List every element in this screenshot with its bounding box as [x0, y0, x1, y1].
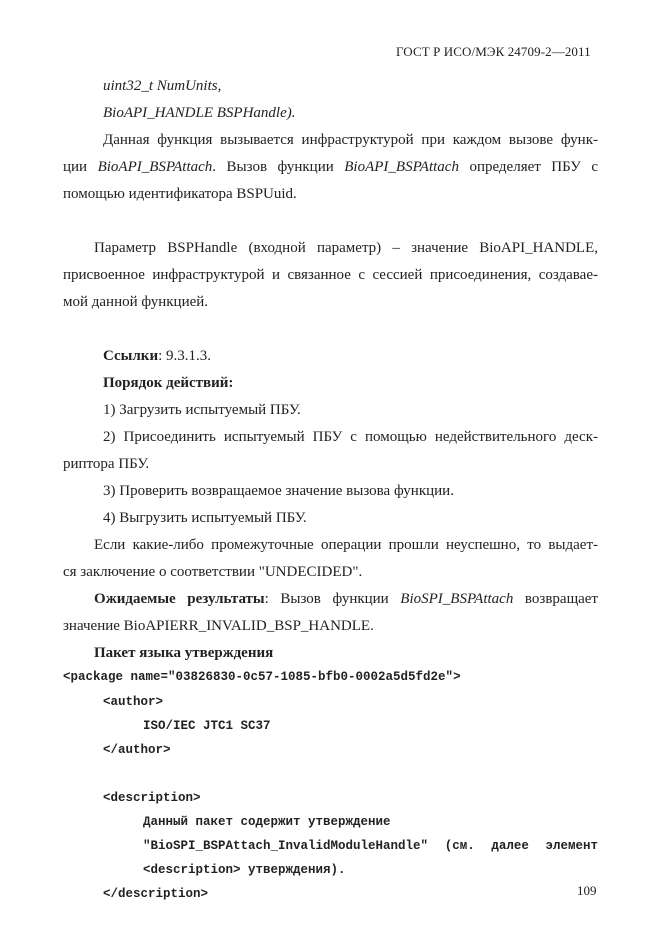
references-line: [103, 347, 211, 365]
procedure-step-4: 4) Выгрузить испытуемый ПБУ.: [103, 510, 307, 526]
procedure-heading: Порядок действий:: [103, 375, 234, 391]
references-value: : 9.3.1.3.: [158, 348, 212, 364]
para1-text: . Вызов функции: [212, 159, 345, 175]
code-description-line2: "BioSPI_BSPAttach_InvalidModuleHandle" (см. далее элемент: [143, 839, 598, 853]
code-author-value: ISO/IEC JTC1 SC37: [143, 719, 271, 733]
code-description-line3: <description> утверждения).: [143, 863, 346, 877]
para1-text: ции: [63, 159, 98, 175]
para1-line2: [63, 158, 598, 176]
para1-line1: Данная функция вызывается инфраструктурой при каждом вызове функ-: [103, 132, 598, 148]
para1-line3: помощью идентификатора BSPUuid.: [63, 186, 297, 202]
expected-results-text: возвращает: [513, 591, 598, 607]
code-author-open: <author>: [103, 695, 164, 709]
assertion-language-heading: Пакет языка утверждения: [94, 645, 274, 661]
expected-results-label: Ожидаемые результаты: [94, 591, 265, 607]
para2-line2: присвоенное инфраструктурой и связанное с сессией присоединения, создавае-: [63, 267, 598, 283]
expected-results-text: : Вызов функции: [264, 591, 401, 607]
code-package-open: <package name="03826830-0c57-1085-bfb0-0002a5d5fd2e">: [63, 670, 461, 684]
param-line-num-units: uint32_t NumUnits,: [103, 78, 222, 94]
procedure-step-1: 1) Загрузить испытуемый ПБУ.: [103, 402, 301, 418]
references-label: Ссылки: [103, 348, 159, 364]
expected-results-line1: [94, 590, 598, 608]
para3-line1: Если какие-либо промежуточные операции прошли неуспешно, то выдает-: [94, 537, 598, 553]
function-name: BioAPI_BSPAttach: [97, 159, 213, 175]
code-description-line1: Данный пакет содержит утверждение: [143, 815, 391, 829]
param-line-bsp-handle: BioAPI_HANDLE BSPHandle).: [103, 105, 296, 121]
para3-line2: ся заключение о соответствии "UNDECIDED".: [63, 564, 363, 580]
code-description-open: <description>: [103, 791, 201, 805]
function-name: BioAPI_BSPAttach: [344, 159, 459, 175]
para2-line1: Параметр BSPHandle (входной параметр) – значение BioAPI_HANDLE,: [94, 240, 598, 256]
document-header: ГОСТ Р ИСО/МЭК 24709-2—2011: [396, 44, 591, 59]
code-description-close: </description>: [103, 887, 209, 901]
procedure-step-3: 3) Проверить возвращаемое значение вызова функции.: [103, 483, 454, 499]
para1-text: определяет ПБУ с: [458, 159, 598, 175]
code-author-close: </author>: [103, 743, 171, 757]
para2-line3: мой данной функцией.: [63, 294, 209, 310]
function-name: BioSPI_BSPAttach: [400, 591, 514, 607]
procedure-step-2-line2: риптора ПБУ.: [63, 456, 150, 472]
procedure-step-2-line1: 2) Присоединить испытуемый ПБУ с помощью недействительного деск-: [103, 429, 598, 445]
page-number: 109: [577, 883, 597, 898]
expected-results-line2: значение BioAPIERR_INVALID_BSP_HANDLE.: [63, 618, 374, 634]
